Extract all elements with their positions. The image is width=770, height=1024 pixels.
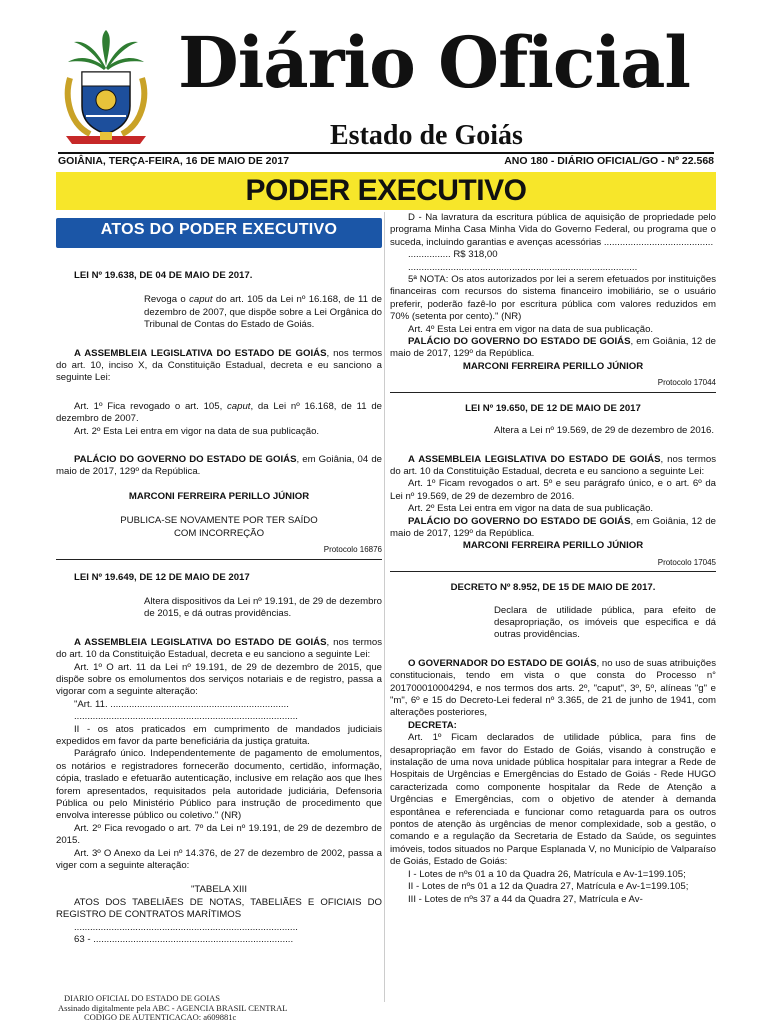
- decreto-item-iii: III - Lotes de nºs 37 a 44 da Quadra 27, Matrícula e Av-: [408, 893, 643, 905]
- authentication-footer: [58, 993, 288, 1023]
- atos-heading-box: [56, 218, 382, 248]
- atos-heading: ATOS DO PODER EXECUTIVO: [100, 221, 338, 238]
- decreto-art1: Art. 1º Ficam declarados de utilidade pública, para fins de desapropriação em favor do Estado de Goiás, visando à construção e instalação de uma nova unidade pública hospitalar para integrar a Rede de Hospitais de Urgências e Emergências do Estado de Goiás - Rede HUGO caracterizada como componente hospitalar da Rede de Atenção a Urgências e Emergências, com o objetivo de atender à demanda espontânea e referenciada e funcionar como retaguarda para os outros pontos de atenção às urgências de menor complexidade, sob a gestão, o comando e a regulação da Secretaria de Estado da Saúde, os seguintes imóveis, todos situados no Parque Esplanada V, no Município de Valparaíso de Goiás, Estado de Goiás:: [390, 732, 716, 868]
- lei2-paragrafo: Parágrafo único. Independentemente de pagamento de emolumentos, os notários e registradores fornecerão documento, certidão, informação, cópia, traslado e efetuarão autenticação, inclusive em relação aos que lhes forem apresentados, requisitados pela autoridade judiciária, Defensoria Pública ou pelo Ministério Público para instrução de procedimento que envolva interesse público ou coletivo." (NR): [56, 748, 382, 822]
- section-title: PODER EXECUTIVO: [245, 174, 527, 207]
- lei3-palacio: PALÁCIO DO GOVERNO DO ESTADO DE GOIÁS, em Goiânia, 12 de maio de 2017, 129º da República.: [390, 515, 716, 539]
- lei1-governor: MARCONI FERREIRA PERILLO JÚNIOR: [128, 490, 310, 502]
- art4: Art. 4º Esta Lei entra em vigor na data de sua publicação.: [408, 323, 654, 335]
- masthead: [0, 0, 770, 178]
- protocol-17044: Protocolo 17044: [657, 378, 716, 388]
- tabela-title: "TABELA XIII: [190, 884, 248, 896]
- state-coat-of-arms-icon: [56, 28, 156, 148]
- lei1-art2: Art. 2º Esta Lei entra em vigor na data de sua publicação.: [74, 425, 320, 437]
- lei2-art2: Art. 2º Fica revogado o art. 7º da Lei nº 19.191, de 29 de dezembro de 2015.: [56, 822, 382, 847]
- footer-line-3: CODIGO DE AUTENTICACAO: a609881c: [84, 1012, 237, 1022]
- lei1-art1: Art. 1º Fica revogado o art. 105, caput, da Lei nº 16.168, de 11 de dezembro de 2007.: [56, 400, 383, 425]
- lei2-quote-open: "Art. 11. ...................................................................: [74, 698, 289, 710]
- tabela-item-63: 63 - ...........................................................................: [74, 934, 294, 946]
- lei3-governor: MARCONI FERREIRA PERILLO JÚNIOR: [462, 540, 644, 552]
- decreto-item-i: I - Lotes de nºs 01 a 10 da Quadra 26, Matrícula e Av-1=199.105;: [408, 868, 686, 880]
- dots-line: ......................................................................................: [408, 261, 638, 273]
- decreto-item-ii: II - Lotes de nºs 01 a 12 da Quadra 27, Matrícula e Av-1=199.105;: [408, 881, 689, 893]
- newspaper-title: Diário Oficial: [178, 21, 691, 104]
- lei1-title: LEI Nº 19.638, DE 04 DE MAIO DE 2017.: [74, 270, 253, 281]
- left-column: [56, 212, 382, 946]
- palacio-1: PALÁCIO DO GOVERNO DO ESTADO DE GOIÁS, em Goiânia, 12 de maio de 2017, 129º da República.: [390, 336, 716, 360]
- lei3-art2: Art. 2º Esta Lei entra em vigor na data de sua publicação.: [408, 503, 654, 515]
- column-divider: [384, 212, 385, 1002]
- lei3-abstract: Altera a Lei nº 19.569, de 29 de dezembro de 2016.: [494, 425, 715, 437]
- issue-edition: ANO 180 - DIÁRIO OFICIAL/GO - Nº 22.568: [504, 155, 714, 167]
- lei1-protocol: Protocolo 16876: [323, 545, 382, 555]
- decreto-preamble: O GOVERNADOR DO ESTADO DE GOIÁS, no uso de suas atribuições constitucionais, tendo em vista o que consta do Processo n° 201700010004294, e nos termos dos arts. 2º, "caput", 3º, 5º, alíneas "g" e "m", 6º e 15 do Decreto-Lei federal nº 3.365, de 21 de junho de 1941, com alterações posteriores,: [390, 657, 716, 719]
- footer-line-2: Assinado digitalmente pela ABC - AGENCIA BRASIL CENTRAL: [58, 1002, 288, 1013]
- tabela-dots: ....................................................................................: [74, 921, 298, 933]
- lei1-assembleia: A ASSEMBLEIA LEGISLATIVA DO ESTADO DE GOIÁS, nos termos do art. 10, inciso X, da Constituição Estadual, decreta e eu sanciono a seguinte Lei:: [56, 347, 382, 384]
- lei1-republication-note: PUBLICA-SE NOVAMENTE POR TER SAÍDO COM INCORREÇÃO: [120, 515, 318, 539]
- tabela-description: ATOS DOS TABELIÃES DE NOTAS, TABELIÃES E OFICIAIS DO REGISTRO DE CONTRATOS MARÍTIMOS: [56, 896, 382, 921]
- footer-line-1: DIARIO OFICIAL DO ESTADO DE GOIAS: [64, 993, 221, 1003]
- governor-1: MARCONI FERREIRA PERILLO JÚNIOR: [462, 360, 644, 372]
- lei2-art3: Art. 3º O Anexo da Lei nº 14.376, de 27 de dezembro de 2002, passa a viger com a seguinte alteração:: [56, 847, 382, 872]
- nota-5: 5ª NOTA: Os atos autorizados por lei a serem efetuados por instituições financeiras com recursos do sistema financeiro imobiliário, se o usuário preferir, poderão fazê-lo por escritura pública com valores reduzidos em 70% (setenta por cento)." (NR): [390, 274, 716, 323]
- lei2-item-ii: II - os atos praticados em cumprimento de mandados judiciais expedidos em favor da parte beneficiária da justiça gratuita.: [56, 723, 382, 747]
- lei3-assembleia: A ASSEMBLEIA LEGISLATIVA DO ESTADO DE GOIÁS, nos termos do art. 10 da Constituição Estadual, decreta e eu sanciono a seguinte Lei:: [390, 453, 716, 477]
- lei2-art1: Art. 1º O art. 11 da Lei nº 19.191, de 29 de dezembro de 2015, que dispõe sobre os emolumentos dos serviços notariais e de registro, passa a vigorar com a seguinte alteração:: [56, 661, 382, 698]
- header-rule: [58, 152, 714, 154]
- decreto-title: DECRETO Nº 8.952, DE 15 DE MAIO DE 2017.: [450, 582, 656, 594]
- lei2-assembleia: A ASSEMBLEIA LEGISLATIVA DO ESTADO DE GOIÁS, nos termos do art. 10 da Constituição Estadual, decreta e eu sanciono a seguinte Lei:: [56, 636, 382, 661]
- item-d-value: ................ R$ 318,00: [408, 249, 498, 261]
- protocol-17045: Protocolo 17045: [657, 557, 716, 567]
- decreto-abstract: Declara de utilidade pública, para efeito de desapropriação, os imóveis que especifica e dá outras providências.: [494, 604, 716, 641]
- section-band: [56, 172, 716, 210]
- lei1-palacio: PALÁCIO DO GOVERNO DO ESTADO DE GOIÁS, em Goiânia, 04 de maio de 2017, 129º da República.: [56, 454, 382, 478]
- lei2-abstract: Altera dispositivos da Lei nº 19.191, de 29 de dezembro de 2015, e dá outras providências.: [144, 595, 382, 620]
- lei1-abstract: Revoga o caput do art. 105 da Lei nº 16.168, de 11 de dezembro de 2007, que dispõe sobre a Lei Orgânica do Tribunal de Contas do Estado de Goiás.: [144, 294, 382, 331]
- lei2-title: LEI Nº 19.649, DE 12 DE MAIO DE 2017: [74, 571, 250, 583]
- issue-date: GOIÂNIA, TERÇA-FEIRA, 16 DE MAIO DE 2017: [58, 155, 290, 167]
- lei3-title: LEI Nº 19.650, DE 12 DE MAIO DE 2017: [465, 402, 641, 414]
- lei2-dots: ....................................................................................: [74, 711, 298, 723]
- decreta-label: DECRETA:: [408, 719, 457, 731]
- lei3-art1: Art. 1º Ficam revogados o art. 5º e seu parágrafo único, e o art. 6º da Lei nº 19.569, de 29 de dezembro de 2016.: [390, 478, 716, 502]
- item-d: D - Na lavratura da escritura pública de aquisição de propriedade pelo programa Minha Casa Minha Vida do Governo Federal, ou programa que o suceda, incluindo garantias e avenças acessórias .........................................: [390, 212, 716, 248]
- right-column: [390, 212, 716, 906]
- newspaper-subtitle: Estado de Goiás: [330, 120, 523, 151]
